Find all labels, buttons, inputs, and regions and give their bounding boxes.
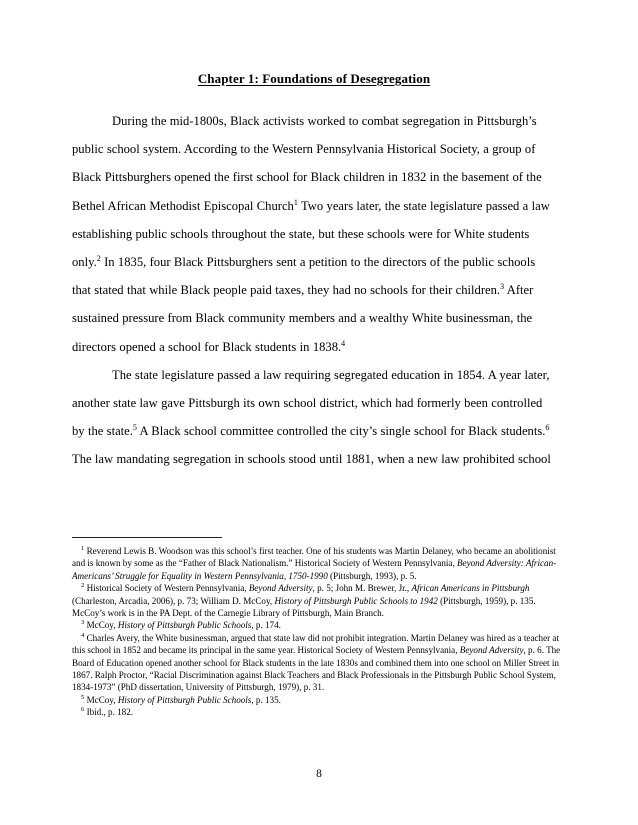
- page-content: [72, 0, 556, 474]
- footnote-entry: $^2$ Historical Society of Western Pennsylvania, Beyond Adversity, p. 5; John M. Brewer, Jr., African Americans in Pittsburgh (Charleston, Arcadia, 2006), p. 73; William D. McCoy, History of Pittsburgh Public Schools to 1942 (Pittsburgh, 1959), p. 135. McCoy’s work is in the PA Dept. of the Carnegie Library of Pittsburgh, Main Branch.: [72, 582, 536, 619]
- footnote-number: 2: [81, 582, 85, 590]
- footnote-reference[interactable]: 3: [500, 282, 505, 292]
- page-title: [72, 0, 556, 87]
- footnote-number: 6: [81, 706, 85, 714]
- citation-title: History of Pittsburgh Public Schools: [117, 694, 252, 705]
- footnote-reference[interactable]: 5: [132, 423, 137, 433]
- footnote-reference[interactable]: 4: [341, 338, 346, 348]
- footnote-section: [72, 537, 564, 719]
- footnote-reference[interactable]: 1: [293, 197, 298, 207]
- footnote-number: 1: [81, 544, 85, 552]
- footnote-list: [72, 545, 564, 719]
- body-paragraph: During the mid-1800s, Black activists worked to combat segregation in Pittsburgh’s public school system. According to the Western Pennsylvania Historical Society, a group of Black Pittsburghers opened the first school for Black children in 1832 in the basement of the Bethel African Methodist Episcopal Church$^1$ Two years later, the state legislature passed a law establishing public schools throughout the state, but these schools were for White students only.$^2$ In 1835, four Black Pittsburghers sent a petition to the directors of the public schools that stated that while Black people paid taxes, they had no schools for their children.$^3$ After sustained pressure from Black community members and a wealthy White businessman, the directors opened a school for Black students in 1838.$^4$: [72, 114, 550, 354]
- footnote-number: 4: [81, 631, 85, 639]
- footnote-number: 5: [81, 693, 85, 701]
- footnote-number: 3: [81, 619, 85, 627]
- citation-title: History of Pittsburgh Public Schools to 1942: [274, 595, 438, 606]
- body-text: [72, 107, 556, 474]
- body-paragraph: The state legislature passed a law requiring segregated education in 1854. A year later, another state law gave Pittsburgh its own school district, which had formerly been controlled by the state.$^5$ A Black school committee controlled the city’s single school for Black students.$^6$ The law mandating segregation in schools stood until 1881, when a new law prohibited school: [72, 367, 551, 467]
- footnote-separator-rule: [72, 537, 222, 538]
- footnote-entry: $^6$ Ibid., p. 182.: [81, 706, 134, 718]
- page-number: 8: [316, 768, 322, 780]
- citation-title: History of Pittsburgh Public Schools: [117, 620, 252, 631]
- chapter-title-text: Chapter 1: Foundations of Desegregation: [197, 71, 431, 86]
- citation-title: African Americans in Pittsburgh: [411, 583, 530, 594]
- footnote-reference[interactable]: 6: [545, 423, 550, 433]
- citation-title: Beyond Adversity: [248, 583, 313, 594]
- citation-title: Beyond Adversity: [459, 645, 524, 656]
- footnote-entry: $^4$ Charles Avery, the White businessman, argued that state law did not prohibit integration. Martin Delaney was hired as a teacher at this school in 1852 and became its principal in the same year. Historical Society of Western Pennsylvania, Beyond Adversity, p. 6. The Board of Education opened another school for Black students in the late 1830s and combined them into one school on Miller Street in 1867. Ralph Proctor, “Racial Discrimination against Black Teachers and Black Professionals in the Pittsburgh Public School System, 1834-1973” (PhD dissertation, University of Pittsburgh, 1979), p. 31.: [72, 631, 561, 693]
- citation-title: Beyond Adversity: African-Americans’ Struggle for Equality in Western Pennsylvania, 1750-1990: [72, 558, 557, 581]
- footnote-entry: $^1$ Reverend Lewis B. Woodson was this school’s first teacher. One of his students was Martin Delaney, who became an abolitionist and is known by some as the “Father of Black Nationalism.” Historical Society of Western Pennsylvania, Beyond Adversity: African-Americans’ Struggle for Equality in Western Pennsylvania, 1750-1990 (Pittsburgh, 1993), p. 5.: [72, 544, 557, 581]
- footnote-reference[interactable]: 2: [96, 253, 101, 263]
- footnote-entry: $^3$ McCoy, History of Pittsburgh Public Schools, p. 174.: [81, 619, 281, 631]
- footnote-entry: $^5$ McCoy, History of Pittsburgh Public Schools, p. 135.: [81, 693, 281, 705]
